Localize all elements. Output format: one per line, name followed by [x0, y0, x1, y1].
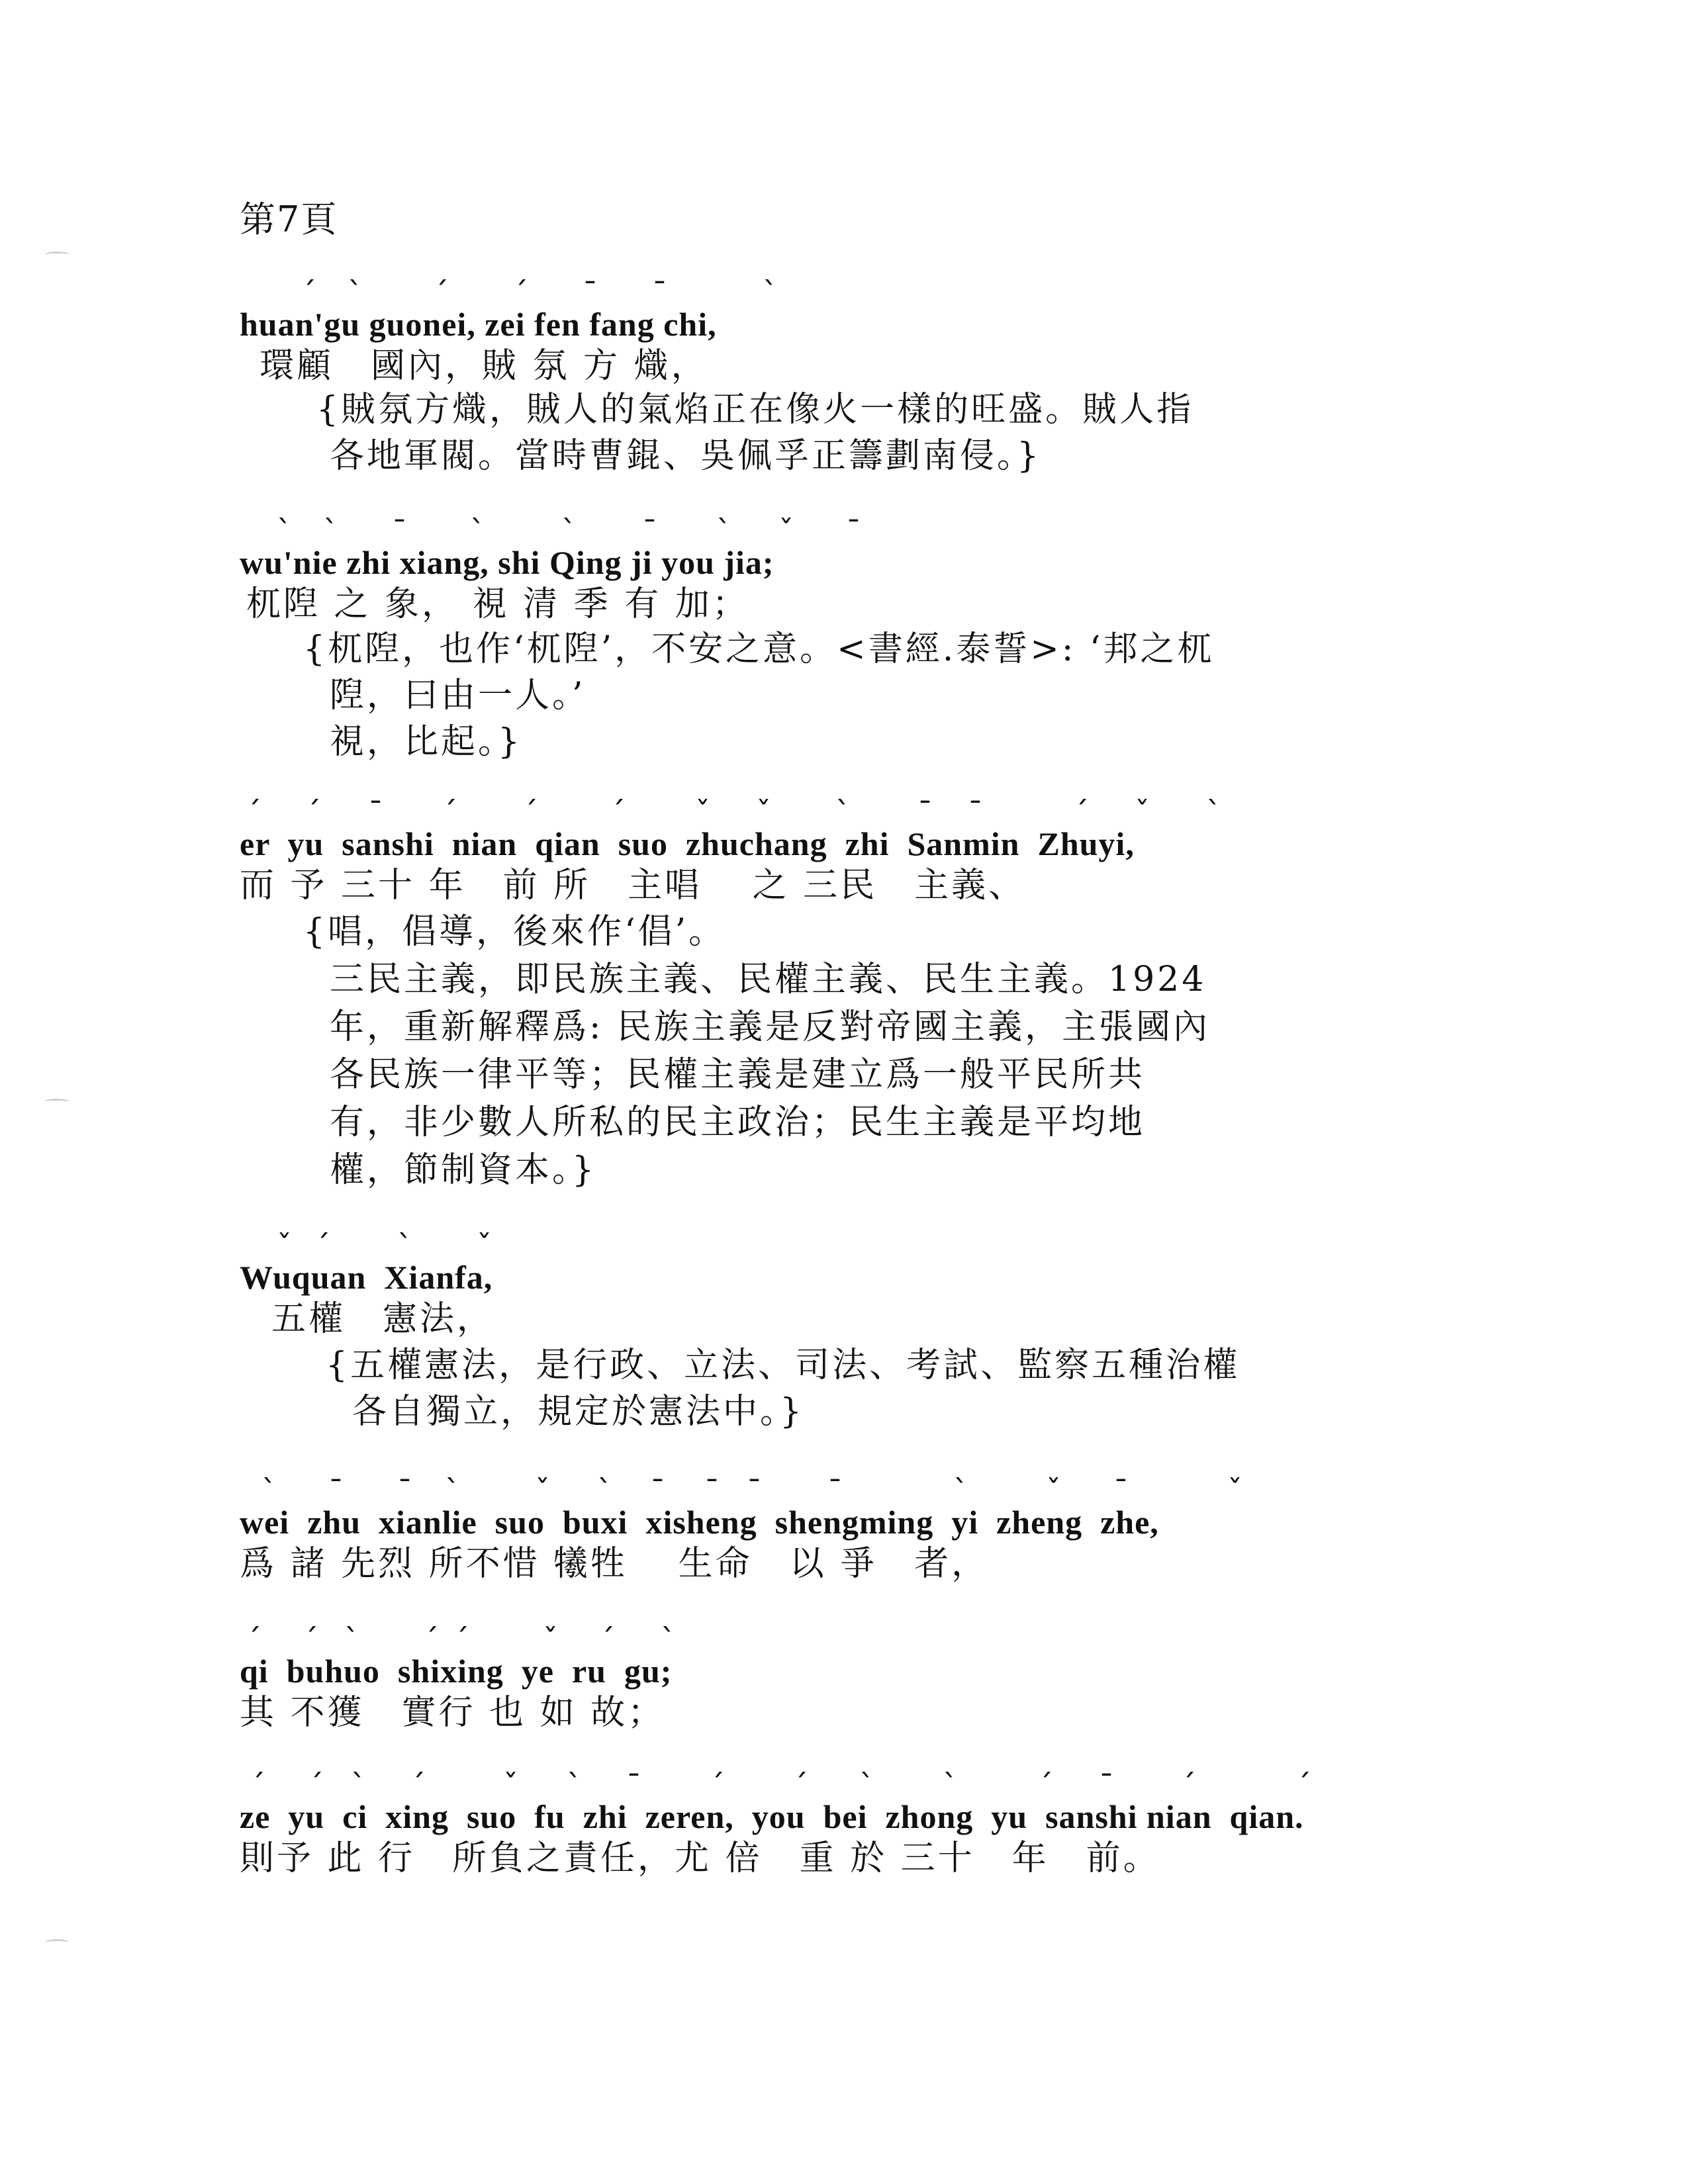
tone-mark: ¯	[704, 1473, 720, 1509]
tone-mark: ¯	[917, 795, 933, 831]
tone-mark: ˋ	[716, 514, 731, 549]
tone-mark: ˋ	[597, 1473, 612, 1509]
tone-mark: ˊ	[410, 1768, 426, 1803]
pinyin-line: qi buhuo shixing ye ru gu;	[240, 1653, 673, 1690]
tone-mark: ˋ	[277, 514, 292, 549]
annotation-line: 各民族一律平等；民權主義是建立爲一般平民所共	[330, 1055, 1146, 1095]
tone-mark: ˇ	[695, 795, 710, 831]
tone-mark: ˋ	[859, 1768, 874, 1803]
tone-mark: ˇ	[503, 1768, 518, 1803]
hanzi-line: 杌隉 之 象， 視 清 季 有 加；	[246, 584, 749, 624]
pinyin-line: huan'gu guonei, zei fen fang chi,	[240, 306, 717, 343]
tone-mark: ˋ	[323, 514, 338, 549]
tone-mark: ˋ	[953, 1473, 968, 1509]
tone-mark: ¯	[368, 795, 383, 831]
tone-mark: ˊ	[301, 275, 316, 311]
tone-mark: ˋ	[351, 1768, 366, 1803]
tone-mark: ˋ	[561, 514, 577, 549]
tone-mark: ˊ	[308, 1768, 324, 1803]
tone-mark: ˊ	[600, 1622, 615, 1658]
tone-mark: ˋ	[943, 1768, 958, 1803]
tone-mark: ˊ	[454, 1622, 469, 1658]
annotation-line: {賊氛方熾，賊人的氣焰正在像火一樣的旺盛。賊人指	[316, 390, 1194, 430]
tone-mark: ˇ	[477, 1228, 492, 1264]
tone-mark: ˇ	[1227, 1473, 1243, 1509]
tone-mark: ¯	[968, 795, 983, 831]
tone-mark: ˊ	[793, 1768, 808, 1803]
hanzi-line: 則予 此 行 所負之責任，尤 倍 重 於 三十 年 前。	[240, 1839, 1160, 1878]
pinyin-line: Wuquan Xianfa,	[240, 1259, 493, 1296]
tone-mark: ˇ	[778, 514, 794, 549]
tone-mark: ˊ	[1181, 1768, 1196, 1803]
tone-mark: ˊ	[523, 795, 538, 831]
page-number: 第7頁	[240, 199, 338, 240]
tone-mark: ˋ	[567, 1768, 582, 1803]
tone-mark: ˇ	[543, 1622, 558, 1658]
tone-mark: ˋ	[344, 1622, 359, 1658]
pinyin-line: wu'nie zhi xiang, shi Qing ji you jia;	[240, 544, 774, 581]
tone-mark: ˊ	[250, 1768, 265, 1803]
tone-mark: ¯	[652, 275, 667, 311]
tone-mark: ˋ	[348, 275, 363, 311]
tone-mark: ˊ	[1074, 795, 1089, 831]
tone-mark: ˊ	[1296, 1768, 1311, 1803]
tone-mark: ¯	[747, 1473, 762, 1509]
tone-mark: ¯	[583, 275, 598, 311]
tone-mark: ˋ	[397, 1228, 412, 1264]
hanzi-line: 爲 諸 先烈 所不惜 犧牲 生命 以 爭 者，	[240, 1544, 989, 1584]
tone-mark: ˋ	[1206, 795, 1221, 831]
pinyin-line: ze yu ci xing suo fu zhi zeren, you bei zhong yu sanshi nian qian.	[240, 1798, 1304, 1835]
tone-mark: ˊ	[610, 795, 626, 831]
tone-mark: ˊ	[306, 795, 321, 831]
hanzi-line: 其 不獲 實行 也 如 故；	[240, 1693, 665, 1733]
tone-mark: ˊ	[513, 275, 528, 311]
scan-mark	[45, 1939, 69, 1945]
tone-mark: ¯	[650, 1473, 665, 1509]
tone-mark: ˇ	[756, 795, 771, 831]
scan-mark	[45, 251, 69, 257]
annotation-line: 年，重新解釋爲: 民族主義是反對帝國主義，主張國內	[330, 1007, 1211, 1047]
annotation-line: {五權憲法，是行政、立法、司法、考試、監察五種治權	[326, 1345, 1241, 1385]
annotation-line: 視，比起。}	[330, 722, 523, 762]
tone-mark: ˋ	[261, 1473, 277, 1509]
scan-mark	[45, 1099, 69, 1105]
tone-mark: ¯	[1099, 1768, 1114, 1803]
tone-mark: ˊ	[303, 1622, 318, 1658]
tone-mark: ˊ	[1038, 1768, 1053, 1803]
annotation-line: {唱，倡導，後來作‘倡’。	[303, 912, 726, 952]
tone-mark: ˊ	[424, 1622, 439, 1658]
tone-mark: ˇ	[1046, 1473, 1061, 1509]
annotation-line: 隉，曰由一人。’	[330, 676, 586, 715]
tone-mark: ¯	[328, 1473, 344, 1509]
annotation-line: 三民主義，即民族主義、民權主義、民生主義。1924	[330, 960, 1207, 999]
tone-mark: ˋ	[470, 514, 485, 549]
annotation-line: {杌隉，也作‘杌隉’，不安之意。<書經.泰誓>: ‘邦之杌	[303, 629, 1215, 669]
tone-mark: ¯	[827, 1473, 843, 1509]
hanzi-line: 而 予 三十 年 前 所 主唱 之 三民 主義、	[240, 866, 1026, 905]
hanzi-line: 五權 憲法，	[271, 1299, 494, 1339]
tone-mark: ˊ	[246, 795, 261, 831]
tone-mark: ˇ	[277, 1228, 292, 1264]
annotation-line: 權，節制資本。}	[330, 1150, 597, 1190]
tone-mark: ˋ	[835, 795, 851, 831]
annotation-line: 各地軍閥。當時曹錕、吳佩孚正籌劃南侵。}	[330, 436, 1042, 476]
hanzi-line: 環顧 國內，賊 氛 方 熾，	[259, 346, 708, 386]
annotation-line: 各自獨立，規定於憲法中。}	[352, 1392, 805, 1432]
tone-mark: ˇ	[535, 1473, 550, 1509]
pinyin-line: er yu sanshi nian qian suo zhuchang zhi Sanmin Zhuyi,	[240, 825, 1135, 862]
tone-mark: ˇ	[1135, 795, 1150, 831]
annotation-line: 有，非少數人所私的民主政治；民生主義是平均地	[330, 1103, 1146, 1142]
tone-mark: ˊ	[710, 1768, 725, 1803]
tone-mark: ¯	[392, 514, 407, 549]
tone-mark: ¯	[642, 514, 657, 549]
pinyin-line: wei zhu xianlie suo buxi xisheng shengming yi zheng zhe,	[240, 1504, 1159, 1541]
tone-mark: ˊ	[315, 1228, 330, 1264]
tone-mark: ¯	[626, 1768, 641, 1803]
tone-mark: ˋ	[763, 275, 778, 311]
tone-mark: ˋ	[661, 1622, 676, 1658]
tone-mark: ¯	[846, 514, 861, 549]
tone-mark: ˋ	[445, 1473, 460, 1509]
tone-mark: ˊ	[442, 795, 457, 831]
tone-mark: ¯	[1113, 1473, 1129, 1509]
tone-mark: ˊ	[434, 275, 449, 311]
tone-mark: ¯	[397, 1473, 412, 1509]
tone-mark: ˊ	[246, 1622, 261, 1658]
